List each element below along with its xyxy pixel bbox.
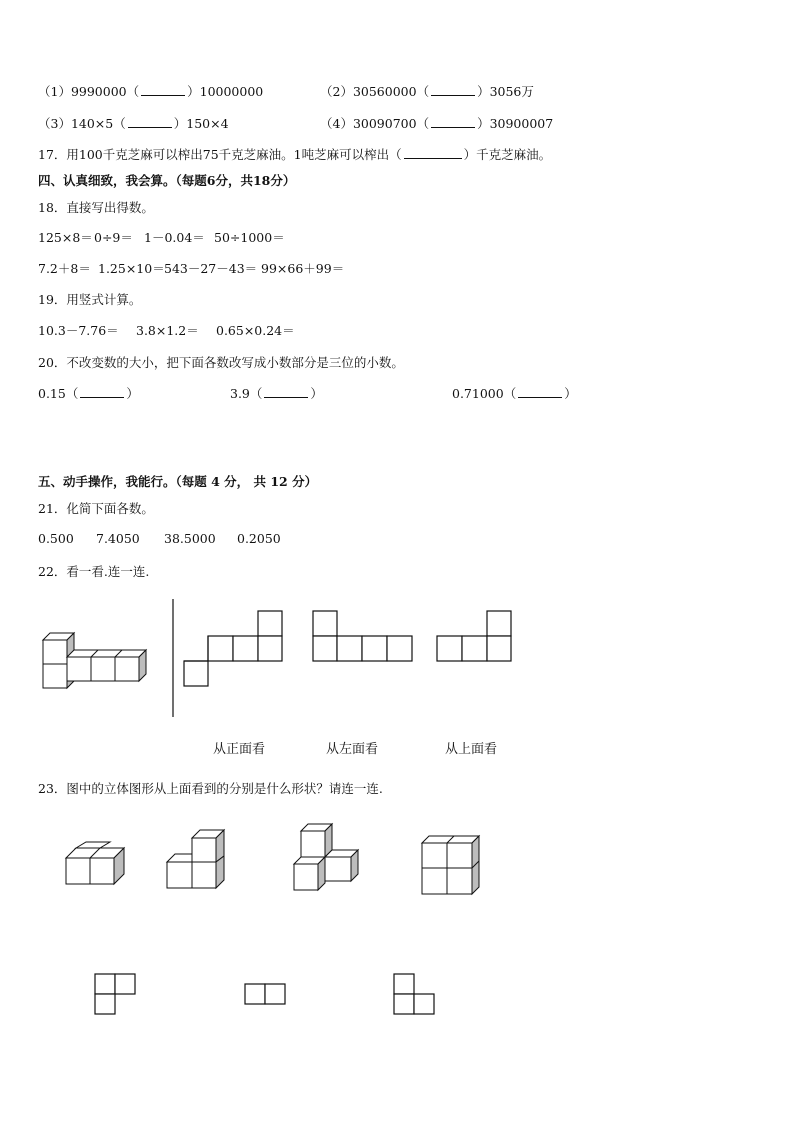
view-label-top: 从上面看 (445, 742, 498, 757)
q19-item: 10.3－7.76＝ (38, 323, 119, 338)
q21-number: 0.500 (38, 531, 74, 546)
q18-item: 50÷1000＝ (214, 230, 285, 245)
q20-item: 0.71000（ ） (452, 386, 577, 401)
q21-number: 0.2050 (237, 531, 281, 546)
q22-view-option-c[interactable] (437, 611, 511, 661)
q22-view-option-b[interactable] (313, 611, 412, 661)
q18-item: 1－0.04＝ (144, 230, 205, 245)
q21-prompt: 21．化简下面各数。 (38, 501, 154, 516)
q23-solid-3[interactable] (294, 824, 358, 890)
q23-solid-1[interactable] (66, 842, 124, 884)
section-heading: 四、认真细致，我会算。（每题6分，共18分） (38, 173, 296, 188)
q20-prompt: 20．不改变数的大小，把下面各数改写成小数部分是三位的小数。 (38, 355, 404, 370)
q22-solid-figure (43, 633, 146, 688)
q16-item1: （1）9990000（ ）10000000 (38, 84, 264, 99)
q16-item3: （3）140×5（ ）150×4 (38, 116, 229, 131)
q23-prompt: 23．图中的立体图形从上面看到的分别是什么形状？请连一连. (38, 781, 383, 796)
q17: 17．用100千克芝麻可以榨出75千克芝麻油。1吨芝麻可以榨出（ ）千克芝麻油。 (38, 147, 552, 162)
q21-number: 38.5000 (164, 531, 216, 546)
q18-item: 99×66＋99＝ (261, 261, 345, 276)
q18-prompt: 18．直接写出得数。 (38, 200, 154, 215)
q23-solid-4[interactable] (422, 836, 479, 894)
section-heading: 五、动手操作，我能行。（每题 4 分， 共 12 分） (38, 474, 318, 489)
q16-item2: （2）30560000（ ）3056万 (320, 84, 534, 99)
q18-item: 125×8＝ (38, 230, 93, 245)
q22-prompt: 22．看一看.连一连. (38, 564, 150, 579)
view-label-left: 从左面看 (326, 742, 379, 757)
q20-item: 0.15（ ） (38, 386, 139, 401)
q20-item: 3.9（ ） (230, 386, 323, 401)
q18-item: 543－27－43＝ (164, 261, 258, 276)
q22-view-option-a[interactable] (184, 611, 282, 686)
q19-prompt: 19．用竖式计算。 (38, 292, 142, 307)
q18-item: 0÷9＝ (94, 230, 133, 245)
q19-item: 0.65×0.24＝ (216, 323, 295, 338)
q23-top-view-option-3[interactable] (394, 974, 434, 1014)
q16-item4: （4）30090700（ ）30900007 (320, 116, 554, 131)
q23-top-view-option-2[interactable] (245, 984, 285, 1004)
q18-item: 7.2＋8＝ (38, 261, 91, 276)
q18-item: 1.25×10＝ (98, 261, 165, 276)
q19-item: 3.8×1.2＝ (136, 323, 199, 338)
q23-top-view-option-1[interactable] (95, 974, 135, 1014)
q21-number: 7.4050 (96, 531, 140, 546)
q23-solid-2[interactable] (167, 830, 224, 888)
view-label-front: 从正面看 (213, 742, 266, 757)
